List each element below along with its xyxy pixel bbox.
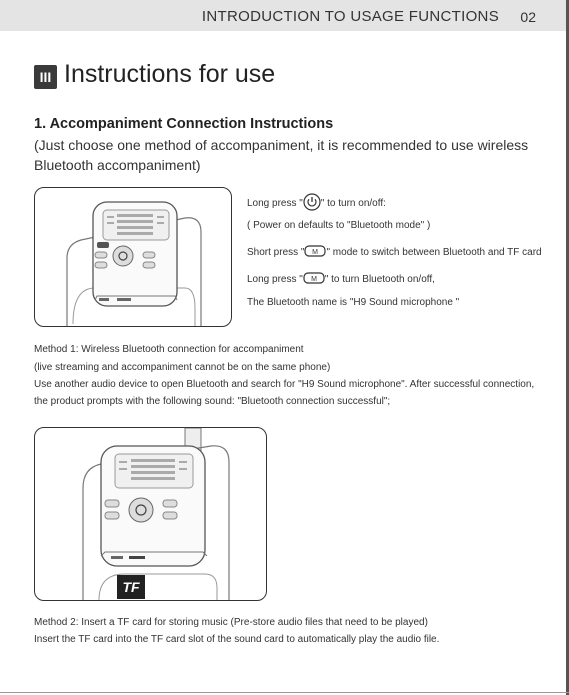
- svg-text:M: M: [310, 276, 317, 283]
- product-illustration-control-panel: [34, 187, 232, 327]
- instruction-text: Long press ": [247, 198, 303, 210]
- instruction-text: " to turn Bluetooth on/off,: [324, 274, 435, 286]
- instruction-text: " to turn on/off:: [320, 198, 386, 210]
- subsection-intro: (Just choose one method of accompaniment, it is recommended to use wireless Bluetooth accompaniment): [34, 137, 529, 173]
- method2-line: Method 2: Insert a TF card for storing music (Pre-store audio files that need to be played): [34, 617, 428, 628]
- instruction-power: [247, 193, 386, 214]
- bottom-rule: [0, 692, 569, 693]
- mode-icon: [304, 245, 326, 260]
- instruction-default: ( Power on defaults to "Bluetooth mode" ): [247, 220, 431, 231]
- method2-line: Insert the TF card into the TF card slot of the sound card to automatically play the audio file.: [34, 634, 440, 645]
- instruction-bt-name: The Bluetooth name is "H9 Sound microphone ": [247, 297, 460, 308]
- method1-line: Use another audio device to open Bluetooth and search for "H9 Sound microphone". After successful connection,: [34, 379, 535, 390]
- instruction-short-press: [247, 245, 542, 260]
- instruction-text: Long press ": [247, 274, 303, 286]
- microphone-tf-slot-drawing: [35, 428, 266, 600]
- method1-line: Method 1: Wireless Bluetooth connection for accompaniment: [34, 344, 304, 355]
- instruction-text: Short press ": [247, 247, 305, 259]
- section-title: Instructions for use: [64, 60, 276, 88]
- section-number-badge: III: [34, 65, 57, 89]
- method1-line: (live streaming and accompaniment cannot be on the same phone): [34, 362, 331, 373]
- header-title: INTRODUCTION TO USAGE FUNCTIONS: [201, 8, 499, 25]
- subsection-title: 1. Accompaniment Connection Instructions: [34, 116, 334, 132]
- instruction-long-press-bt: [247, 272, 435, 287]
- power-icon: [303, 193, 321, 214]
- instruction-text: " mode to switch between Bluetooth and TF card: [326, 247, 542, 259]
- microphone-control-panel-drawing: [35, 188, 231, 326]
- method1-line: the product prompts with the following sound: "Bluetooth connection successful";: [34, 396, 391, 407]
- page-number: 02: [520, 9, 536, 25]
- tf-card-label: TF: [117, 575, 145, 599]
- svg-text:M: M: [312, 249, 319, 256]
- mode-icon: [303, 272, 325, 287]
- product-illustration-tf-slot: [34, 427, 267, 601]
